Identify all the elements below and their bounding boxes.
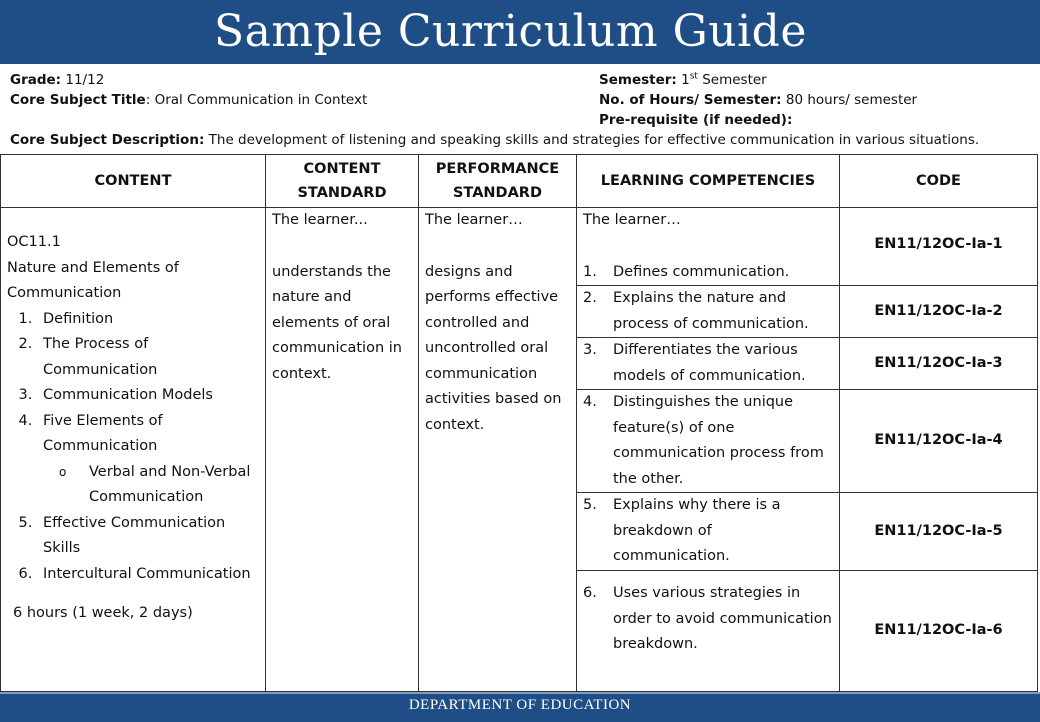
competency-text: Uses various strategies in order to avoid communication breakdown. <box>613 585 832 652</box>
competencies-intro: The learner… <box>583 212 681 228</box>
page-title: Sample Curriculum Guide <box>214 6 807 57</box>
list-item: 4. Five Elements of Communication o Verbal and Non-Verbal Communication <box>37 409 259 511</box>
competency-text: Explains why there is a breakdown of communication. <box>613 497 781 564</box>
competency-text: Explains the nature and process of communication. <box>613 290 809 332</box>
performance-standard-intro: The learner… <box>425 212 523 228</box>
list-item: 1. Definition <box>37 307 259 333</box>
code-cell: EN11/12OC-Ia-4 <box>840 390 1038 493</box>
competency-cell: The learner… 1. Defines communication. <box>577 208 840 286</box>
semester-field: Semester: 1st Semester <box>599 71 767 88</box>
competency-text: Defines communication. <box>613 263 790 280</box>
competency-text: Differentiates the various models of communication. <box>613 342 806 384</box>
list-item: 6. Intercultural Communication <box>37 562 259 588</box>
competency-cell: 3. Differentiates the various models of communication. <box>577 338 840 390</box>
content-duration: 6 hours (1 week, 2 days) <box>13 605 193 621</box>
subject-title-field: Core Subject Title: Oral Communication in Context <box>10 92 368 108</box>
code-cell: EN11/12OC-Ia-3 <box>840 338 1038 390</box>
content-title: Nature and Elements of Communication <box>7 259 179 301</box>
list-item: 2. The Process of Communication <box>37 332 259 383</box>
competency-cell: 2. Explains the nature and process of communication. <box>577 286 840 338</box>
curriculum-table <box>0 154 1038 692</box>
code-cell: EN11/12OC-Ia-1 <box>840 208 1038 286</box>
competency-text: Distinguishes the unique feature(s) of one communication process from the other. <box>613 394 824 487</box>
header-content-standard: CONTENT STANDARD <box>266 155 419 208</box>
content-cell <box>1 208 266 692</box>
content-standard-cell <box>266 208 419 692</box>
competency-cell: 5. Explains why there is a breakdown of communication. <box>577 493 840 571</box>
subtopic-list <box>43 460 259 511</box>
table-row <box>1 208 1038 286</box>
list-item: 3. Communication Models <box>37 383 259 409</box>
grade-field: Grade: 11/12 <box>10 72 105 88</box>
performance-standard-cell <box>419 208 577 692</box>
header-content: CONTENT <box>1 155 266 208</box>
footer-text: DEPARTMENT OF EDUCATION <box>408 697 632 713</box>
code-cell: EN11/12OC-Ia-2 <box>840 286 1038 338</box>
performance-standard-text: designs and performs effective controlled and uncontrolled oral communication activities based on context. <box>425 263 562 433</box>
code-cell: EN11/12OC-Ia-5 <box>840 493 1038 571</box>
competency-cell: 6. Uses various strategies in order to avoid communication breakdown. <box>577 571 840 692</box>
topic-list <box>7 307 259 588</box>
content-standard-intro: The learner... <box>272 212 368 228</box>
code-cell: EN11/12OC-Ia-6 <box>840 571 1038 692</box>
content-code: OC11.1 <box>7 234 61 250</box>
competency-cell: 4. Distinguishes the unique feature(s) of one communication process from the other. <box>577 390 840 493</box>
header-code: CODE <box>840 155 1038 208</box>
list-item: o Verbal and Non-Verbal Communication <box>83 460 259 511</box>
footer-bar <box>0 692 1040 722</box>
header-performance-standard: PERFORMANCE STANDARD <box>419 155 577 208</box>
hours-field: No. of Hours/ Semester: 80 hours/ semester <box>599 92 918 108</box>
header-row <box>1 155 1038 208</box>
list-item: 5. Effective Communication Skills <box>37 511 259 562</box>
course-meta <box>10 70 1035 150</box>
header-learning-competencies: LEARNING COMPETENCIES <box>577 155 840 208</box>
title-banner <box>0 0 1040 64</box>
content-standard-text: understands the nature and elements of oral communication in context. <box>272 263 402 382</box>
prerequisite-field: Pre-requisite (if needed): <box>599 112 793 128</box>
subject-description-field: Core Subject Description: The development of listening and speaking skills and strategies for effective communication in various situations. <box>10 132 980 148</box>
